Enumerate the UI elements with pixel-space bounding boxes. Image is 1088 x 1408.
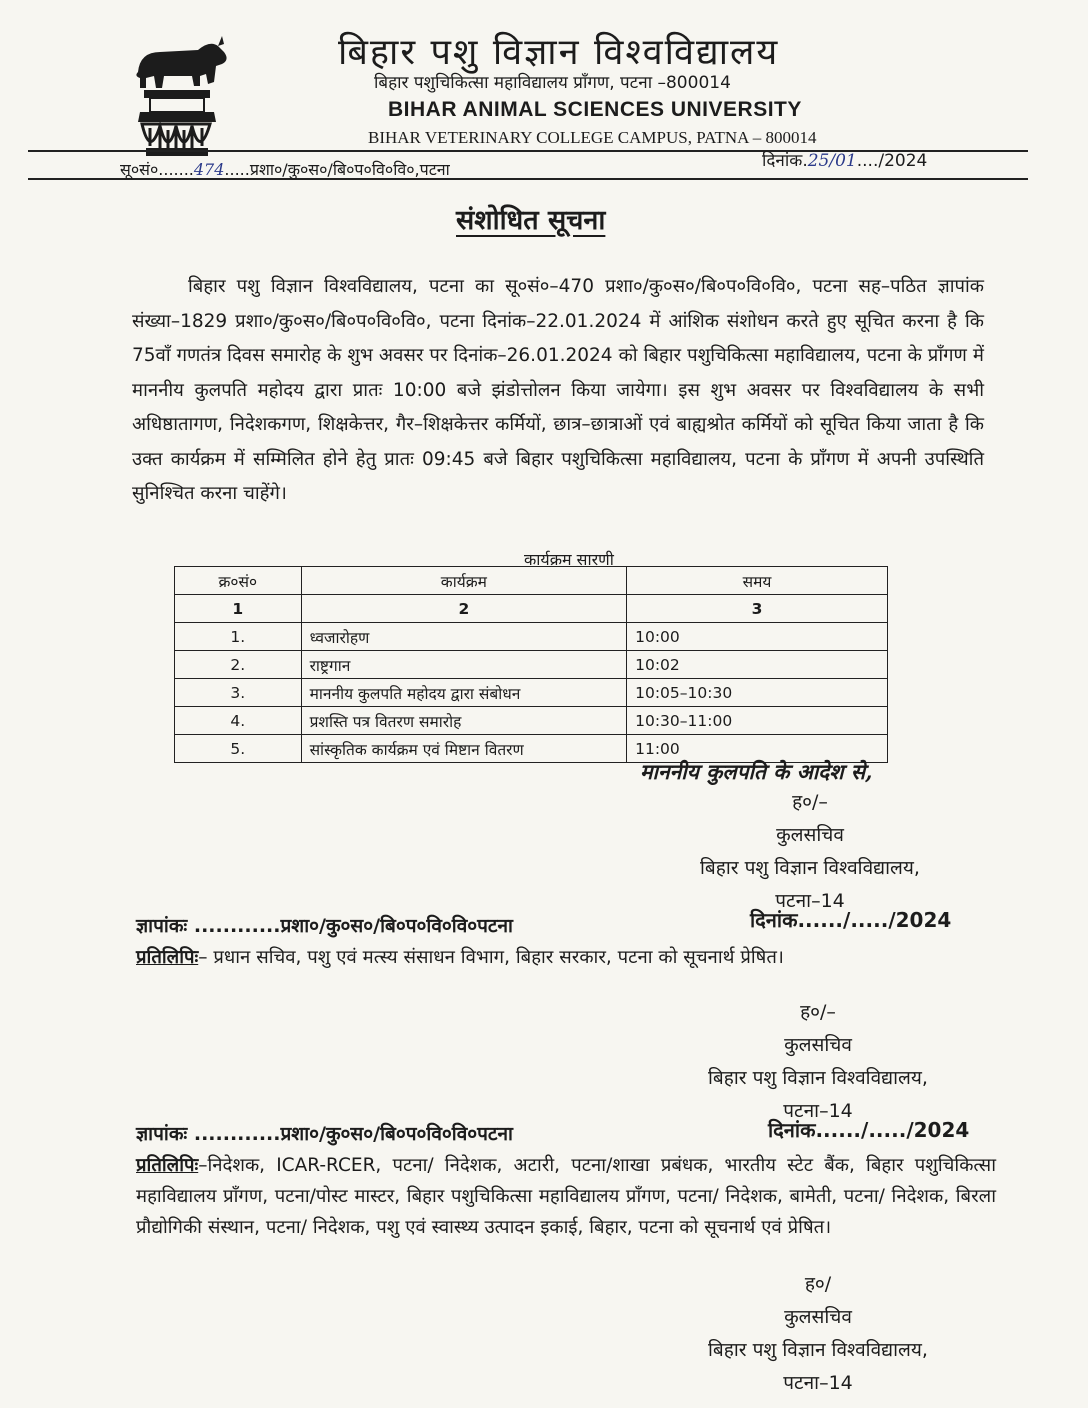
copy-to xyxy=(136,942,996,973)
university-english-name: BIHAR ANIMAL SCIENCES UNIVERSITY xyxy=(388,98,802,121)
memo-reference xyxy=(136,1120,513,1146)
notice-body xyxy=(132,270,984,512)
signature-block xyxy=(648,1268,988,1400)
signed-mark: ह०/– xyxy=(800,1001,836,1023)
copy-label: प्रतिलिपिः xyxy=(136,947,199,968)
table-row xyxy=(175,707,888,735)
column-number: 3 xyxy=(627,595,888,623)
university-emblem-icon xyxy=(120,30,232,160)
time-cell: 10:05–10:30 xyxy=(627,679,888,707)
time-cell: 10:02 xyxy=(627,651,888,679)
memo-ref: ............प्रशा०/कु०स०/बि०प०वि०वि०पटना xyxy=(187,915,513,937)
time-cell: 10:00 xyxy=(627,623,888,651)
programme-cell: ध्वजारोहण xyxy=(301,623,627,651)
notice-body-text: बिहार पशु विज्ञान विश्वविद्यालय, पटना का सू०सं०–470 प्रशा०/कु०स०/बि०प०वि०वि०, पटना सह–पठित ज्ञापांक संख्या–1829 प्रशा०/कु०स०/बि०प०वि०वि०, पटना दिनांक–22.01.2024 में आंशिक संशोधन करते हुए सूचित करना है कि 75वाँ गणतंत्र दिवस समारोह के शुभ अवसर पर दिनांक–26.01.2024 को बिहार पशुचिकित्सा महाविद्यालय, पटना के प्राँगण में माननीय कुलपति महोदय द्वारा प्रातः 10:00 बजे झंडोत्तोलन किया जायेगा। इस शुभ अवसर पर विश्वविद्यालय के सभी अधिष्ठातागण, निदेशकगण, शिक्षकेत्तर, गैर–शिक्षकेत्तर कर्मियों, छात्र–छात्राओं एवं बाह्यश्रोत कर्मियों को सूचित किया जाता है कि उक्त कार्यक्रम में सम्मिलित होने हेतु प्रातः 09:45 बजे बिहार पशुचिकित्सा महाविद्यालय, पटना के प्राँगण में अपनी उपस्थिति सुनिश्चित करना चाहेंगे। xyxy=(132,276,984,504)
column-number: 2 xyxy=(301,595,627,623)
memo-reference xyxy=(136,912,513,938)
signed-mark: ह०/ xyxy=(804,1273,832,1295)
reference-suffix: .....प्रशा०/कु०स०/बि०प०वि०वि०,पटना xyxy=(224,160,450,179)
memo-ref: ............प्रशा०/कु०स०/बि०प०वि०वि०पटना xyxy=(187,1123,513,1145)
programme-cell: राष्ट्रगान xyxy=(301,651,627,679)
serial-cell: 1. xyxy=(175,623,302,651)
programme-cell: माननीय कुलपति महोदय द्वारा संबोधन xyxy=(301,679,627,707)
serial-cell: 2. xyxy=(175,651,302,679)
signatory-designation: कुलसचिव xyxy=(776,824,844,846)
programme-cell: प्रशस्ति पत्र वितरण समारोह xyxy=(301,707,627,735)
signatory-place: पटना–14 xyxy=(783,1372,853,1394)
signature-block xyxy=(640,786,980,918)
copy-text: –निदेशक, ICAR-RCER, पटना/ निदेशक, अटारी, पटना/शाखा प्रबंधक, भारतीय स्टेट बैंक, बिहार पशुचिकित्सा महाविद्यालय प्राँगण, पटना/पोस्ट मास्टर, बिहार पशुचिकित्सा महाविद्यालय प्राँगण, पटना/ निदेशक, बामेती, पटना/ निदेशक, बिरला प्रौद्योगिकी संस्थान, पटना/ निदेशक, पशु एवं स्वास्थ्य उत्पादन इकाई, बिहार, पटना को सूचनार्थ एवं प्रेषित। xyxy=(136,1155,996,1238)
signatory-designation: कुलसचिव xyxy=(784,1034,852,1056)
date-prefix: दिनांक. xyxy=(762,151,808,171)
schedule-caption: कार्यक्रम सारणी xyxy=(524,550,614,569)
signatory-organisation: बिहार पशु विज्ञान विश्वविद्यालय, xyxy=(700,857,920,879)
serial-cell: 4. xyxy=(175,707,302,735)
memo-label: ज्ञापांकः xyxy=(136,915,188,937)
time-cell: 10:30–11:00 xyxy=(627,707,888,735)
signatory-organisation: बिहार पशु विज्ञान विश्वविद्यालय, xyxy=(708,1339,928,1361)
copy-to xyxy=(136,1150,996,1243)
memo-date: दिनांक....../...../2024 xyxy=(768,1118,970,1142)
signature-block xyxy=(648,996,988,1128)
order-line: माननीय कुलपति के आदेश से, xyxy=(640,759,873,784)
signed-mark: ह०/– xyxy=(792,791,828,813)
schedule-table xyxy=(174,566,888,763)
serial-cell: 3. xyxy=(175,679,302,707)
notice-title: संशोधित सूचना xyxy=(456,205,606,236)
signatory-designation: कुलसचिव xyxy=(784,1306,852,1328)
table-row xyxy=(175,623,888,651)
reference-prefix: सू०सं०....... xyxy=(120,160,194,179)
memo-label: ज्ञापांकः xyxy=(136,1123,188,1145)
schedule-header-programme: कार्यक्रम xyxy=(301,567,627,595)
signatory-place: पटना–14 xyxy=(775,890,845,912)
schedule-header-row xyxy=(175,567,888,595)
signatory-place: पटना–14 xyxy=(783,1100,853,1122)
table-row xyxy=(175,651,888,679)
programme-cell: सांस्कृतिक कार्यक्रम एवं मिष्टान वितरण xyxy=(301,735,627,763)
university-english-address: BIHAR VETERINARY COLLEGE CAMPUS, PATNA – 800014 xyxy=(368,128,817,147)
reference-handwritten-number: 474 xyxy=(193,160,225,179)
reference-date xyxy=(762,148,927,171)
date-handwritten-value: 25/01 xyxy=(807,151,857,171)
schedule-column-number-row xyxy=(175,595,888,623)
reference-number xyxy=(120,158,450,180)
copy-label: प्रतिलिपिः xyxy=(136,1155,199,1176)
table-row xyxy=(175,679,888,707)
time-cell: 11:00 xyxy=(627,735,888,763)
signatory-organisation: बिहार पशु विज्ञान विश्वविद्यालय, xyxy=(708,1067,928,1089)
university-hindi-name: बिहार पशु विज्ञान विश्वविद्यालय xyxy=(338,32,780,73)
date-suffix: ..../2024 xyxy=(856,151,928,171)
memo-date: दिनांक....../...../2024 xyxy=(750,908,952,932)
schedule-header-time: समय xyxy=(627,567,888,595)
schedule-header-serial: क्र०सं० xyxy=(175,567,302,595)
column-number: 1 xyxy=(175,595,302,623)
copy-text: – प्रधान सचिव, पशु एवं मत्स्य संसाधन विभाग, बिहार सरकार, पटना को सूचनार्थ प्रेषित। xyxy=(198,947,784,968)
university-hindi-address: बिहार पशुचिकित्सा महाविद्यालय प्राँगण, पटना –800014 xyxy=(374,73,731,93)
serial-cell: 5. xyxy=(175,735,302,763)
